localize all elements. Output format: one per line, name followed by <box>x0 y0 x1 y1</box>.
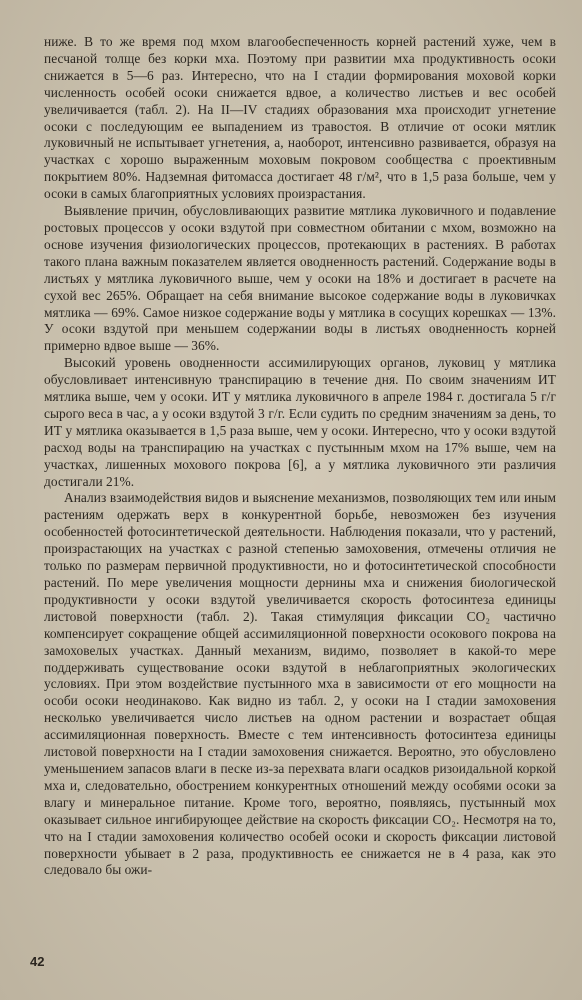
page-number: 42 <box>30 954 45 969</box>
paragraph-1: ниже. В то же время под мхом влагообеспеченность корней растений хуже, чем в песчаной толще без корки мха. Поэтому при развитии мха продуктивность осоки снижается в 5—6 раз. Интересно, что на I стадии формирования моховой корки численность особей осоки снижается вдвое, а количество листьев и вес особей увеличивается (табл. 2). На II—IV стадиях образования мха происходит угнетение осоки с последующим ее выпадением из травостоя. В отличие от осоки мятлик луковичный не испытывает угнетения, а, наоборот, интенсивно развивается, образуя на участках с хорошо выраженным моховым покровом сообщества с проективным покрытием 80%. Надземная фитомасса достигает 48 г/м², что в 1,5 раза больше, чем у осоки в самых благоприятных условиях произрастания. <box>44 34 556 202</box>
paragraph-3: Высокий уровень оводненности ассимилирующих органов, луковиц у мятлика обусловливает интенсивную транспирацию в течение дня. По своим значениям ИТ мятлика выше, чем у осоки. ИТ у мятлика луковичного в апреле 1984 г. достигала 5 г/г сырого веса в час, а у осоки вздутой 3 г/г. Если судить по средним значениям за день, то ИТ у мятлика оказывается в 1,5 раза выше, чем у осоки. Интересно, что у осоки вздутой расход воды на транспирацию на участках с пустынным мхом на 17% выше, чем на участках, лишенных мохового покрова [6], а у мятлика луковичного эти различия достигали 21%. <box>44 355 556 489</box>
paragraph-2: Выявление причин, обусловливающих развитие мятлика луковичного и подавление ростовых процессов у осоки вздутой при совместном обитании с мхом, возможно на основе изучения физиологических процессов, протекающих в растениях. В работах такого плана важным показателем является оводненность растений. Содержание воды в листьях у мятлика луковичного выше, чем у осоки на 18% и достигает в расчете на сухой вес 265%. Обращает на себя внимание высокое содержание воды в луковичках мятлика — 69%. Самое низкое содержание воды у мятлика в сосущих корешках — 13%. У осоки вздутой при меньшем содержании воды в листьях оводненность корней примерно вдвое выше — 36%. <box>44 203 556 354</box>
paragraph-4: Анализ взаимодействия видов и выяснение механизмов, позволяющих тем или иным растениям одержать верх в конкурентной борьбе, невозможен без изучения особенностей фотосинтетической деятельности. Наблюдения показали, что у растений, произрастающих на участках с разной степенью замоховения, отмечены отличия не только по размерам первичной продуктивности, но и фотосинтетической способности растений. По мере увеличения мощности дернины мха и снижения биологической продуктивности у осоки вздутой увеличивается скорость фотосинтеза единицы листовой поверхности (табл. 2). Такая стимуляция фиксации CO₂ частично компенсирует сокращение общей ассимиляционной поверхности осокового покрова на замоховелых участках. Данный механизм, видимо, позволяет в какой-то мере поддерживать существование осоки вздутой в неблагоприятных экологических условиях. При этом воздействие пустынного мха в зависимости от его мощности на особи осоки неодинаково. Как видно из табл. 2, у осоки на I стадии замоховения несколько увеличивается число листьев на одном растении и возрастает общая ассимиляционная поверхность. Вместе с тем интенсивность фотосинтеза единицы листовой поверхности на I стадии замоховения снижается. Вероятно, это обусловлено уменьшением запасов влаги в песке из-за перехвата влаги осадков ризоидальной коркой мха и, следовательно, обострением конкурентных отношений между особями осоки за влагу и минеральное питание. Кроме того, вероятно, появляясь, пустынный мох оказывает сильное ингибирующее действие на скорость фиксации CO₂. Несмотря на то, что на I стадии замоховения количество особей осоки и скорость фиксации листовой поверхности убывает в 2 раза, продуктивность ее снижается не в 4 раза, как это следовало бы ожи- <box>44 490 556 878</box>
text-block <box>44 34 556 879</box>
